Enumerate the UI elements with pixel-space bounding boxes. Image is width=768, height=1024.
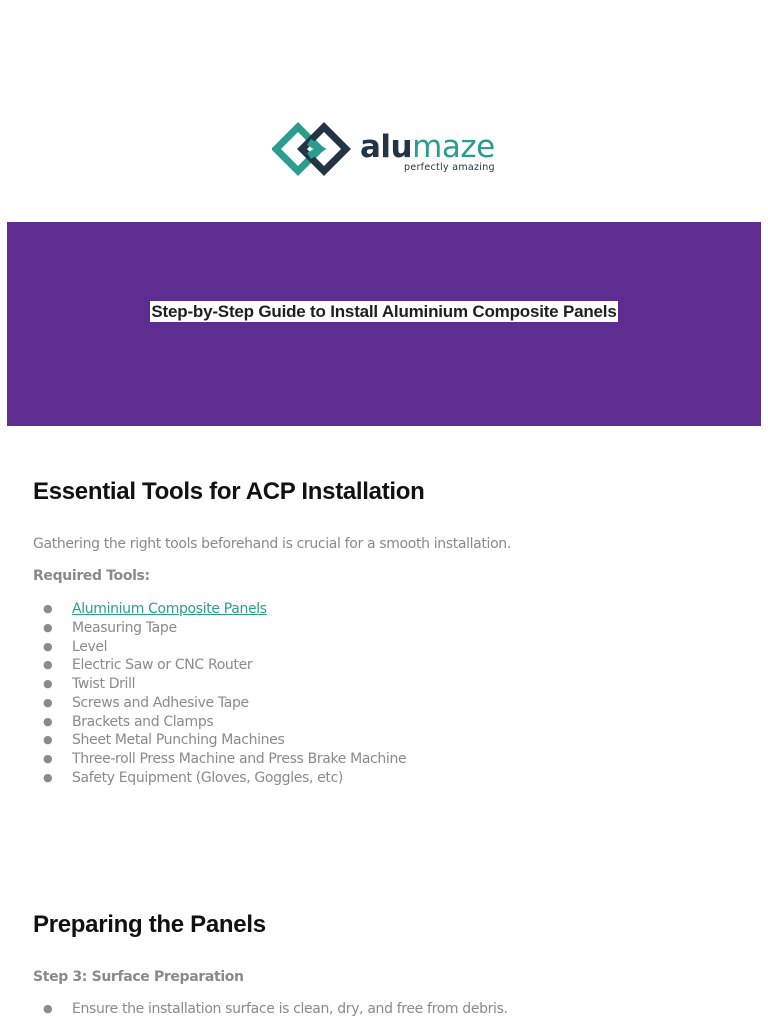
bullet-icon: ● (43, 658, 53, 672)
logo-tagline: perfectly amazing (404, 162, 495, 173)
bullet-icon: ● (43, 1002, 53, 1015)
list-item-text: Level (72, 638, 108, 655)
list-item-text: Electric Saw or CNC Router (72, 657, 253, 674)
required-tools-label: Required Tools: (33, 568, 150, 584)
list-item-text: Safety Equipment (Gloves, Goggles, etc) (72, 769, 344, 786)
list-item (33, 1000, 508, 1019)
list-item-text: Ensure the installation surface is clean, dry, and free from debris. (72, 1001, 508, 1017)
required-tools-list (33, 600, 406, 788)
list-item-text: Sheet Metal Punching Machines (72, 732, 285, 749)
tools-intro-text: Gathering the right tools beforehand is crucial for a smooth installation. (33, 536, 511, 552)
list-item (33, 600, 406, 619)
bullet-icon: ● (43, 639, 53, 653)
bullet-icon: ● (43, 752, 53, 765)
section-heading-preparing: Preparing the Panels (33, 911, 266, 938)
list-item-text: Three-roll Press Machine and Press Brake Machine (72, 751, 407, 767)
bullet-icon: ● (43, 714, 53, 728)
list-item-text: Twist Drill (72, 676, 136, 692)
banner-title: Step-by-Step Guide to Install Aluminium Composite Panels (151, 302, 617, 321)
list-item-text: Measuring Tape (72, 619, 177, 636)
list-item (33, 619, 406, 638)
logo-wordmark (360, 130, 495, 164)
list-item (33, 713, 406, 732)
list-item-text: Brackets and Clamps (72, 713, 214, 730)
surface-prep-list (33, 1000, 508, 1019)
list-item (33, 769, 406, 788)
banner-title-wrap (7, 302, 761, 322)
list-item (33, 694, 406, 713)
list-item-text: Screws and Adhesive Tape (72, 694, 249, 711)
logo-word-alu: alu (360, 129, 413, 165)
aluminium-composite-panels-link[interactable]: Aluminium Composite Panels (72, 601, 267, 617)
bullet-icon: ● (43, 770, 53, 784)
alumaze-logo (272, 122, 512, 178)
list-item (33, 675, 406, 694)
bullet-icon: ● (43, 677, 53, 690)
list-item (33, 750, 406, 769)
bullet-icon: ● (43, 695, 53, 709)
list-item (33, 731, 406, 750)
bullet-icon: ● (43, 602, 53, 615)
logo-mark-icon (272, 122, 352, 178)
logo-word-maze: maze (412, 129, 495, 165)
bullet-icon: ● (43, 733, 53, 747)
hero-banner (7, 222, 761, 426)
list-item (33, 656, 406, 675)
step3-label: Step 3: Surface Preparation (33, 969, 244, 985)
list-item (33, 638, 406, 657)
section-heading-tools: Essential Tools for ACP Installation (33, 478, 425, 505)
bullet-icon: ● (43, 620, 53, 634)
